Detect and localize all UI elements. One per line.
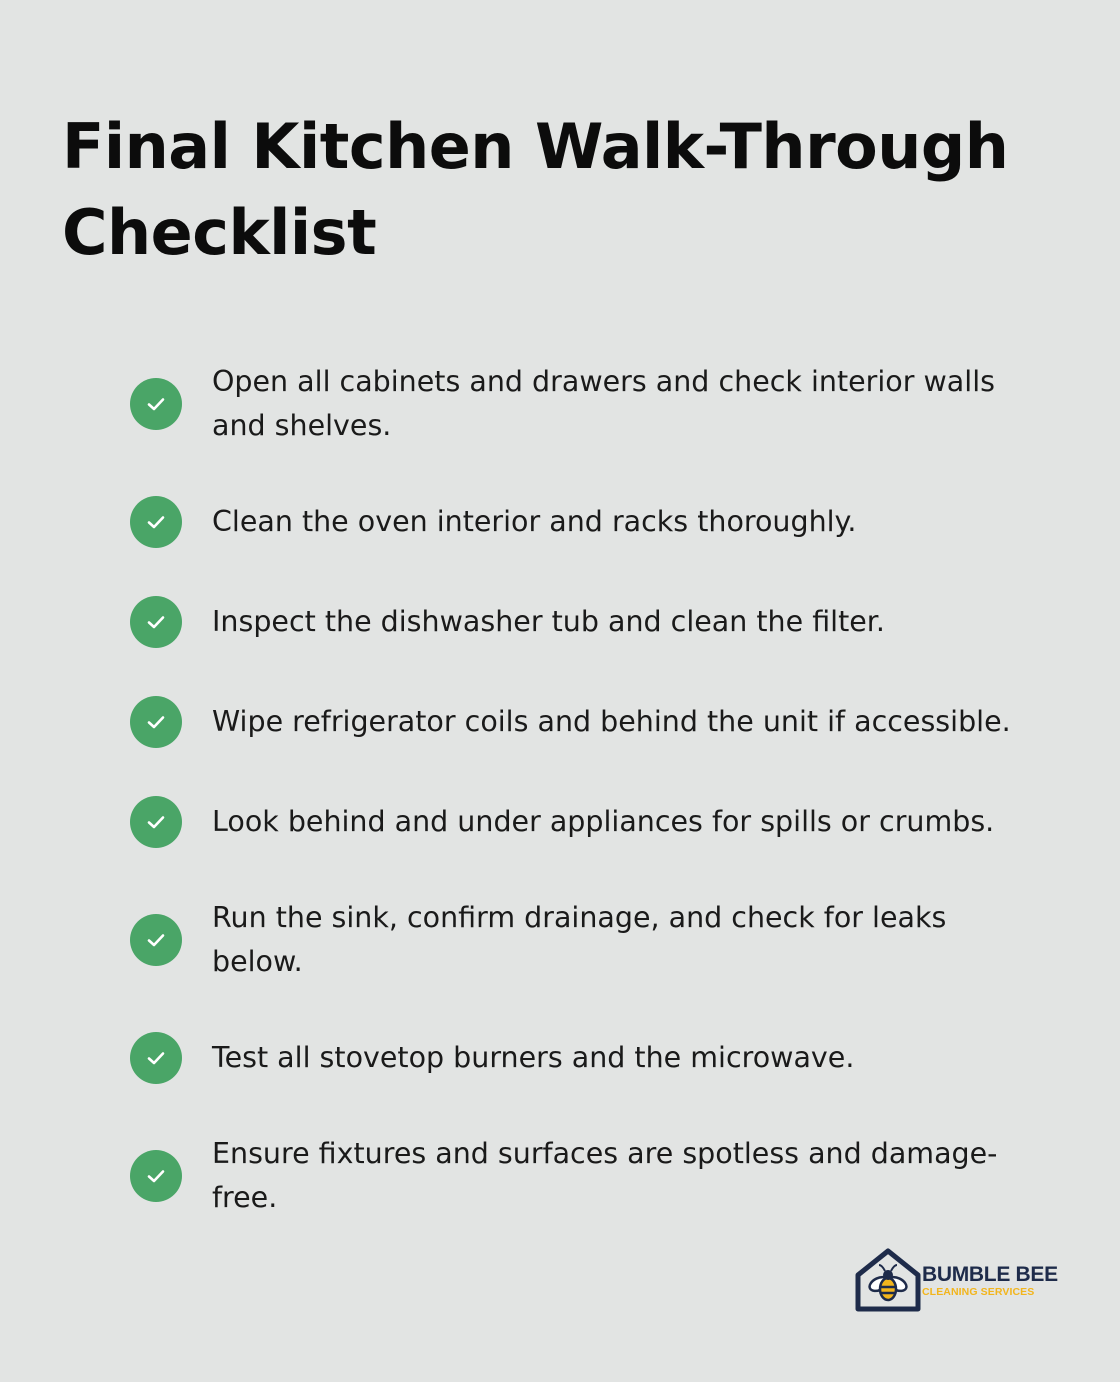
list-item bbox=[130, 696, 1060, 748]
checkmark-icon bbox=[130, 796, 182, 848]
bee-house-icon bbox=[852, 1247, 924, 1315]
list-item bbox=[130, 496, 1060, 548]
brand-logo bbox=[852, 1247, 1062, 1315]
list-item-text: Ensure fixtures and surfaces are spotless and damage-free. bbox=[212, 1137, 998, 1214]
checkmark-icon bbox=[130, 914, 182, 966]
list-item-text: Open all cabinets and drawers and check interior walls and shelves. bbox=[212, 365, 995, 442]
page-title: Final Kitchen Walk-Through Checklist bbox=[62, 110, 1009, 269]
list-item bbox=[130, 1032, 1060, 1084]
list-item-text: Wipe refrigerator coils and behind the unit if accessible. bbox=[212, 705, 1011, 738]
checklist bbox=[130, 360, 1060, 1268]
logo-tagline: CLEANING SERVICES bbox=[922, 1286, 1035, 1298]
list-item bbox=[130, 360, 1060, 448]
logo-name: BUMBLE BEE bbox=[922, 1263, 1058, 1286]
list-item-text: Run the sink, confirm drainage, and check for leaks below. bbox=[212, 901, 947, 978]
list-item bbox=[130, 596, 1060, 648]
checkmark-icon bbox=[130, 696, 182, 748]
checkmark-icon bbox=[130, 378, 182, 430]
list-item-text: Clean the oven interior and racks thoroughly. bbox=[212, 505, 857, 538]
list-item bbox=[130, 896, 1060, 984]
logo-wordmark bbox=[922, 1264, 1058, 1298]
checkmark-icon bbox=[130, 1150, 182, 1202]
checkmark-icon bbox=[130, 1032, 182, 1084]
list-item-text: Look behind and under appliances for spills or crumbs. bbox=[212, 805, 995, 838]
list-item-text: Inspect the dishwasher tub and clean the filter. bbox=[212, 605, 885, 638]
checkmark-icon bbox=[130, 496, 182, 548]
list-item bbox=[130, 1132, 1060, 1220]
checkmark-icon bbox=[130, 596, 182, 648]
list-item bbox=[130, 796, 1060, 848]
list-item-text: Test all stovetop burners and the microwave. bbox=[212, 1041, 855, 1074]
